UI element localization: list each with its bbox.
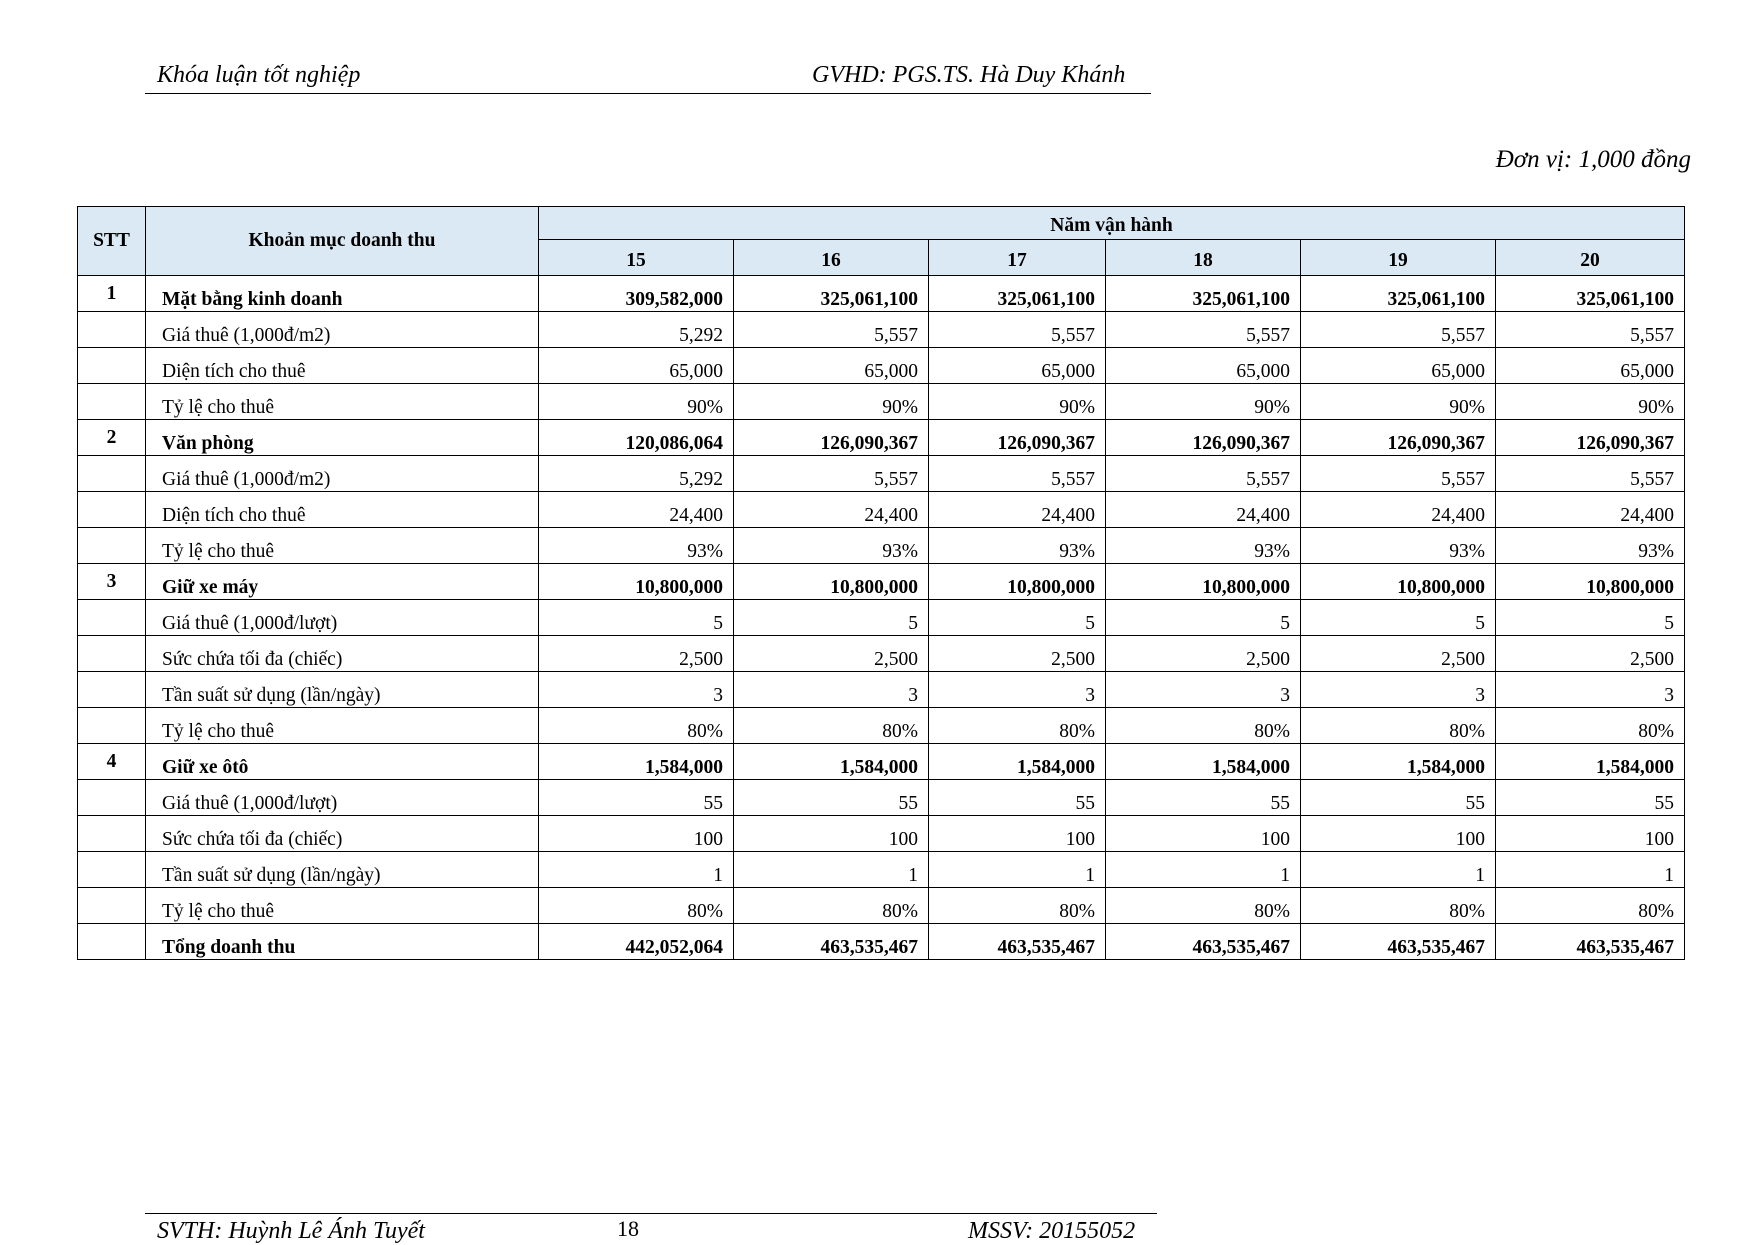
row-value: 5,557 — [929, 312, 1106, 348]
row-value: 3 — [1301, 672, 1496, 708]
row-value: 463,535,467 — [734, 924, 929, 960]
row-value: 55 — [1106, 780, 1301, 816]
header-thesis-title: Khóa luận tốt nghiệp — [157, 62, 361, 88]
row-value: 1,584,000 — [929, 744, 1106, 780]
row-value: 80% — [929, 708, 1106, 744]
row-value: 90% — [1106, 384, 1301, 420]
row-stt — [78, 888, 146, 924]
row-value: 5,557 — [1106, 312, 1301, 348]
header-year: 15 — [539, 240, 734, 276]
row-value: 2,500 — [929, 636, 1106, 672]
row-item-name: Giá thuê (1,000đ/lượt) — [146, 780, 539, 816]
row-value: 5,557 — [734, 456, 929, 492]
row-value: 5,557 — [1301, 456, 1496, 492]
row-value: 65,000 — [539, 348, 734, 384]
table-row — [78, 744, 1685, 780]
table-row — [78, 672, 1685, 708]
row-stt — [78, 600, 146, 636]
table-row — [78, 276, 1685, 312]
row-value: 55 — [734, 780, 929, 816]
header-operating-years: Năm vận hành — [539, 207, 1685, 240]
row-item-name: Giá thuê (1,000đ/m2) — [146, 456, 539, 492]
row-value: 325,061,100 — [1106, 276, 1301, 312]
row-value: 65,000 — [1106, 348, 1301, 384]
row-value: 55 — [1301, 780, 1496, 816]
row-item-name: Tỷ lệ cho thuê — [146, 888, 539, 924]
header-rule — [145, 93, 1151, 94]
row-stt — [78, 348, 146, 384]
row-value: 5,292 — [539, 312, 734, 348]
row-value: 309,582,000 — [539, 276, 734, 312]
row-value: 65,000 — [929, 348, 1106, 384]
row-stt: 3 — [78, 564, 146, 600]
row-value: 10,800,000 — [1496, 564, 1685, 600]
row-value: 90% — [734, 384, 929, 420]
row-value: 90% — [539, 384, 734, 420]
row-value: 5 — [734, 600, 929, 636]
row-stt — [78, 492, 146, 528]
row-value: 5,557 — [734, 312, 929, 348]
row-item-name: Tần suất sử dụng (lần/ngày) — [146, 852, 539, 888]
row-value: 55 — [539, 780, 734, 816]
row-value: 100 — [1496, 816, 1685, 852]
row-value: 100 — [1106, 816, 1301, 852]
row-value: 1,584,000 — [1301, 744, 1496, 780]
row-value: 5,557 — [929, 456, 1106, 492]
row-value: 24,400 — [929, 492, 1106, 528]
row-value: 126,090,367 — [734, 420, 929, 456]
row-value: 325,061,100 — [929, 276, 1106, 312]
row-value: 80% — [1301, 888, 1496, 924]
row-value: 442,052,064 — [539, 924, 734, 960]
row-stt — [78, 708, 146, 744]
row-value: 90% — [929, 384, 1106, 420]
row-value: 93% — [539, 528, 734, 564]
row-value: 10,800,000 — [1301, 564, 1496, 600]
header-year: 16 — [734, 240, 929, 276]
row-value: 325,061,100 — [1496, 276, 1685, 312]
row-stt: 4 — [78, 744, 146, 780]
row-item-name: Diện tích cho thuê — [146, 348, 539, 384]
row-value: 3 — [1106, 672, 1301, 708]
table-row — [78, 888, 1685, 924]
row-value: 90% — [1301, 384, 1496, 420]
row-value: 1 — [1301, 852, 1496, 888]
table-row — [78, 600, 1685, 636]
table-row — [78, 816, 1685, 852]
row-value: 65,000 — [1496, 348, 1685, 384]
row-value: 24,400 — [1301, 492, 1496, 528]
row-item-name: Tỷ lệ cho thuê — [146, 528, 539, 564]
table-row — [78, 708, 1685, 744]
row-item-name: Diện tích cho thuê — [146, 492, 539, 528]
row-stt — [78, 924, 146, 960]
page-number: 18 — [617, 1216, 639, 1241]
row-value: 93% — [1496, 528, 1685, 564]
row-value: 2,500 — [1496, 636, 1685, 672]
row-value: 1,584,000 — [1106, 744, 1301, 780]
table-row — [78, 636, 1685, 672]
row-value: 93% — [929, 528, 1106, 564]
header-stt: STT — [78, 207, 146, 276]
row-value: 10,800,000 — [1106, 564, 1301, 600]
row-value: 80% — [539, 708, 734, 744]
footer-student: SVTH: Huỳnh Lê Ánh Tuyết — [157, 1218, 425, 1244]
row-stt — [78, 528, 146, 564]
row-value: 463,535,467 — [1496, 924, 1685, 960]
row-value: 2,500 — [539, 636, 734, 672]
row-value: 10,800,000 — [734, 564, 929, 600]
header-year: 18 — [1106, 240, 1301, 276]
table-row — [78, 924, 1685, 960]
row-item-name: Sức chứa tối đa (chiếc) — [146, 816, 539, 852]
row-value: 3 — [1496, 672, 1685, 708]
row-value: 80% — [1106, 888, 1301, 924]
footer-student-id: MSSV: 20155052 — [968, 1218, 1136, 1244]
row-value: 126,090,367 — [1496, 420, 1685, 456]
row-stt — [78, 852, 146, 888]
row-item-name: Giá thuê (1,000đ/m2) — [146, 312, 539, 348]
row-value: 463,535,467 — [1301, 924, 1496, 960]
row-value: 80% — [1301, 708, 1496, 744]
row-value: 2,500 — [1301, 636, 1496, 672]
row-value: 80% — [734, 708, 929, 744]
row-value: 2,500 — [734, 636, 929, 672]
header-revenue-item: Khoản mục doanh thu — [146, 207, 539, 276]
header-year: 20 — [1496, 240, 1685, 276]
table-row — [78, 492, 1685, 528]
row-value: 24,400 — [734, 492, 929, 528]
row-value: 80% — [734, 888, 929, 924]
row-value: 1 — [539, 852, 734, 888]
row-value: 80% — [1496, 888, 1685, 924]
table-row — [78, 384, 1685, 420]
table-row — [78, 312, 1685, 348]
row-value: 24,400 — [539, 492, 734, 528]
row-value: 2,500 — [1106, 636, 1301, 672]
row-value: 80% — [1106, 708, 1301, 744]
row-item-name: Tỷ lệ cho thuê — [146, 708, 539, 744]
row-value: 93% — [1301, 528, 1496, 564]
row-value: 65,000 — [734, 348, 929, 384]
row-value: 3 — [929, 672, 1106, 708]
header-advisor: GVHD: PGS.TS. Hà Duy Khánh — [812, 62, 1126, 88]
row-value: 10,800,000 — [929, 564, 1106, 600]
row-stt — [78, 312, 146, 348]
table-row — [78, 348, 1685, 384]
row-value: 1 — [929, 852, 1106, 888]
row-value: 100 — [734, 816, 929, 852]
row-value: 55 — [929, 780, 1106, 816]
row-value: 5 — [1496, 600, 1685, 636]
row-value: 100 — [1301, 816, 1496, 852]
row-value: 3 — [734, 672, 929, 708]
row-value: 463,535,467 — [929, 924, 1106, 960]
row-value: 1 — [1106, 852, 1301, 888]
row-value: 93% — [734, 528, 929, 564]
row-stt — [78, 780, 146, 816]
row-value: 5,557 — [1301, 312, 1496, 348]
row-value: 325,061,100 — [734, 276, 929, 312]
row-item-name: Văn phòng — [146, 420, 539, 456]
table-row — [78, 420, 1685, 456]
row-value: 5 — [539, 600, 734, 636]
row-value: 5,557 — [1496, 312, 1685, 348]
header-year: 17 — [929, 240, 1106, 276]
row-value: 24,400 — [1106, 492, 1301, 528]
row-item-name: Tổng doanh thu — [146, 924, 539, 960]
table-row — [78, 456, 1685, 492]
row-stt — [78, 816, 146, 852]
row-value: 5,292 — [539, 456, 734, 492]
row-value: 80% — [929, 888, 1106, 924]
row-value: 1 — [1496, 852, 1685, 888]
row-item-name: Mặt bằng kinh doanh — [146, 276, 539, 312]
row-item-name: Tần suất sử dụng (lần/ngày) — [146, 672, 539, 708]
row-value: 93% — [1106, 528, 1301, 564]
row-value: 1,584,000 — [734, 744, 929, 780]
row-value: 5 — [929, 600, 1106, 636]
row-value: 24,400 — [1496, 492, 1685, 528]
row-value: 126,090,367 — [1106, 420, 1301, 456]
row-value: 1,584,000 — [539, 744, 734, 780]
table-row — [78, 852, 1685, 888]
row-item-name: Sức chứa tối đa (chiếc) — [146, 636, 539, 672]
row-value: 5 — [1106, 600, 1301, 636]
row-value: 80% — [539, 888, 734, 924]
row-value: 126,090,367 — [1301, 420, 1496, 456]
row-value: 463,535,467 — [1106, 924, 1301, 960]
row-value: 100 — [539, 816, 734, 852]
row-value: 65,000 — [1301, 348, 1496, 384]
row-value: 1,584,000 — [1496, 744, 1685, 780]
row-value: 120,086,064 — [539, 420, 734, 456]
row-value: 126,090,367 — [929, 420, 1106, 456]
row-stt: 1 — [78, 276, 146, 312]
row-stt — [78, 672, 146, 708]
row-item-name: Giữ xe ôtô — [146, 744, 539, 780]
row-item-name: Giữ xe máy — [146, 564, 539, 600]
row-item-name: Tỷ lệ cho thuê — [146, 384, 539, 420]
row-stt — [78, 456, 146, 492]
row-value: 5 — [1301, 600, 1496, 636]
row-value: 325,061,100 — [1301, 276, 1496, 312]
table-row — [78, 780, 1685, 816]
header-year: 19 — [1301, 240, 1496, 276]
row-value: 80% — [1496, 708, 1685, 744]
row-value: 55 — [1496, 780, 1685, 816]
unit-note: Đơn vị: 1,000 đồng — [1495, 146, 1691, 173]
row-value: 5,557 — [1496, 456, 1685, 492]
row-stt — [78, 636, 146, 672]
row-value: 3 — [539, 672, 734, 708]
row-value: 1 — [734, 852, 929, 888]
row-stt: 2 — [78, 420, 146, 456]
row-stt — [78, 384, 146, 420]
row-value: 90% — [1496, 384, 1685, 420]
row-item-name: Giá thuê (1,000đ/lượt) — [146, 600, 539, 636]
revenue-table — [77, 206, 1685, 960]
footer-rule — [145, 1213, 1157, 1214]
table-row — [78, 564, 1685, 600]
table-row — [78, 528, 1685, 564]
row-value: 5,557 — [1106, 456, 1301, 492]
row-value: 100 — [929, 816, 1106, 852]
row-value: 10,800,000 — [539, 564, 734, 600]
